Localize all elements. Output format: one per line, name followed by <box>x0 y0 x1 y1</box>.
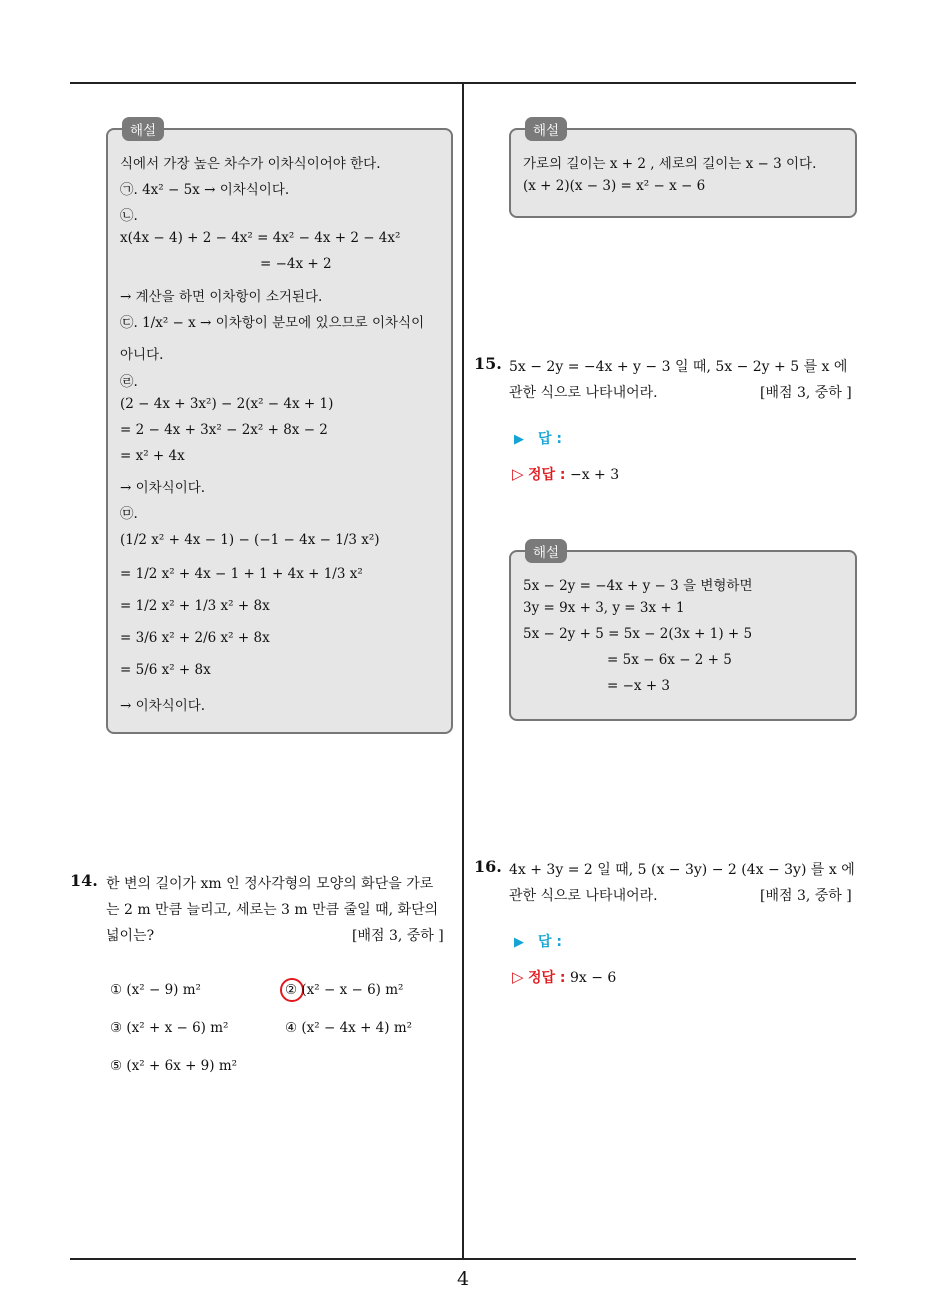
solution-line: ㉠. 4x² − 5x → 이차식이다. <box>120 182 290 198</box>
question-16-number: 16. <box>474 857 502 876</box>
question-16-score: [배점 3, 중하 ] <box>760 888 852 904</box>
solution-line: (1/2 x² + 4x − 1) − (−1 − 4x − 1/3 x²) <box>120 532 380 548</box>
solution-line: ㉢. 1/x² − x → 이차항이 분모에 있으므로 이차식이 <box>120 315 425 331</box>
question-15-line2: 관한 식으로 나타내어라. <box>509 385 658 401</box>
question-15-line1: 5x − 2y = −4x + y − 3 일 때, 5x − 2y + 5 를 x 에 <box>509 359 848 375</box>
solution-line: 식에서 가장 높은 차수가 이차식이어야 한다. <box>120 156 381 172</box>
solution-label: 해설 <box>525 539 567 563</box>
solution-line: = x² + 4x <box>120 448 185 464</box>
solution-line: ㉣. <box>120 374 138 390</box>
solution-line: ㉡. <box>120 208 138 224</box>
answer-label-16: ▶ 답 : <box>514 934 562 950</box>
solution-line: (x + 2)(x − 3) = x² − x − 6 <box>523 178 706 194</box>
question-14-line1: 한 변의 길이가 xm 인 정사각형의 모양의 화단을 가로 <box>106 876 434 892</box>
solution-box-14 <box>509 123 857 218</box>
solution-line: (2 − 4x + 3x²) − 2(x² − 4x + 1) <box>120 396 334 412</box>
option-2[interactable]: ② (x² − x − 6) m² <box>285 982 404 998</box>
question-14-line3: 넓이는? <box>106 928 155 944</box>
solution-line: = −x + 3 <box>607 678 671 694</box>
solution-line: = 5x − 6x − 2 + 5 <box>607 652 732 668</box>
answer-label-15: ▶ 답 : <box>514 431 562 447</box>
question-16-line2: 관한 식으로 나타내어라. <box>509 888 658 904</box>
outline-triangle-icon: ▷ <box>512 465 524 483</box>
solution-label: 해설 <box>122 117 164 141</box>
column-divider <box>462 82 464 1258</box>
question-14-number: 14. <box>70 871 98 890</box>
question-14-score: [배점 3, 중하 ] <box>352 928 444 944</box>
solution-line: ㉤. <box>120 506 138 522</box>
correct-answer-15: ▷ 정답 : −x + 3 <box>512 465 620 483</box>
solution-line: = 2 − 4x + 3x² − 2x² + 8x − 2 <box>120 422 328 438</box>
solution-line: = −4x + 2 <box>260 256 332 272</box>
correct-answer-16: ▷ 정답 : 9x − 6 <box>512 968 617 986</box>
solution-line: = 3/6 x² + 2/6 x² + 8x <box>120 630 270 646</box>
bottom-rule <box>70 1258 856 1260</box>
solution-line: → 계산을 하면 이차항이 소거된다. <box>120 289 323 305</box>
question-16-line1: 4x + 3y = 2 일 때, 5 (x − 3y) − 2 (4x − 3y) 를 x 에 <box>509 862 855 878</box>
question-14-line2: 는 2 m 만큼 늘리고, 세로는 3 m 만큼 줄일 때, 화단의 <box>106 902 439 918</box>
option-5[interactable]: ⑤ (x² + 6x + 9) m² <box>110 1058 238 1074</box>
solution-line: 5x − 2y = −4x + y − 3 을 변형하면 <box>523 578 753 594</box>
solution-label: 해설 <box>525 117 567 141</box>
solution-line: x(4x − 4) + 2 − 4x² = 4x² − 4x + 2 − 4x² <box>120 230 401 246</box>
solution-line: 가로의 길이는 x + 2 , 세로의 길이는 x − 3 이다. <box>523 156 817 172</box>
page-number: 4 <box>456 1268 470 1290</box>
question-15-number: 15. <box>474 354 502 373</box>
solution-line: = 1/2 x² + 4x − 1 + 1 + 4x + 1/3 x² <box>120 566 363 582</box>
option-3[interactable]: ③ (x² + x − 6) m² <box>110 1020 229 1036</box>
outline-triangle-icon: ▷ <box>512 968 524 986</box>
question-15-score: [배점 3, 중하 ] <box>760 385 852 401</box>
option-4[interactable]: ④ (x² − 4x + 4) m² <box>285 1020 413 1036</box>
solution-line: → 이차식이다. <box>120 480 206 496</box>
solution-box-15 <box>509 545 857 721</box>
solution-line: 3y = 9x + 3, y = 3x + 1 <box>523 600 685 616</box>
solution-line: = 1/2 x² + 1/3 x² + 8x <box>120 598 270 614</box>
solution-line: → 이차식이다. <box>120 698 206 714</box>
solution-line: 아니다. <box>120 347 164 363</box>
solution-box-13 <box>106 123 453 734</box>
option-1[interactable]: ① (x² − 9) m² <box>110 982 201 998</box>
solution-line: = 5/6 x² + 8x <box>120 662 211 678</box>
play-triangle-icon: ▶ <box>514 935 524 950</box>
play-triangle-icon: ▶ <box>514 432 524 447</box>
solution-line: 5x − 2y + 5 = 5x − 2(3x + 1) + 5 <box>523 626 753 642</box>
